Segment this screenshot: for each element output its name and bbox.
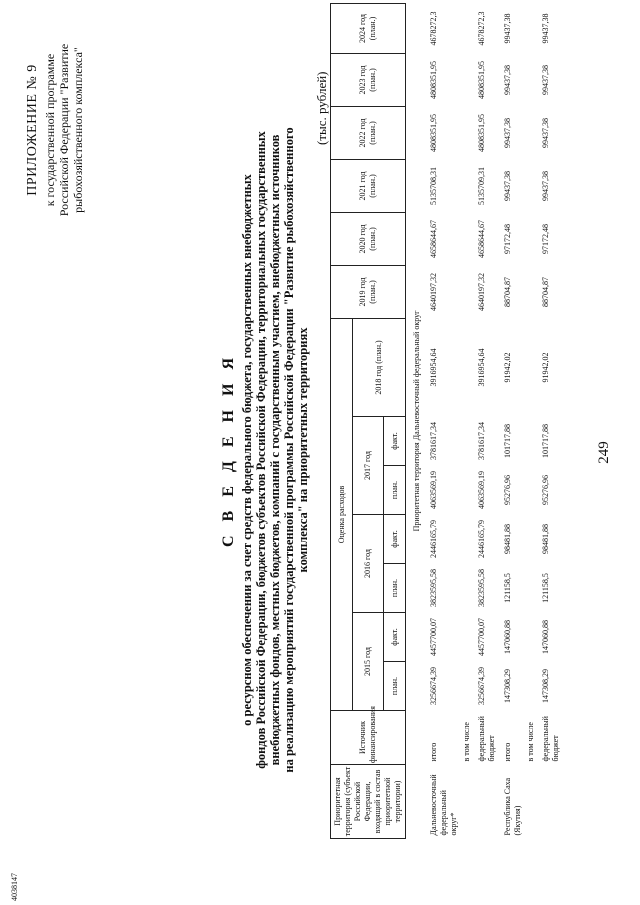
subtitle-line: о ресурсном обеспечении за счет средств федерального бюджета, государственных внебюджетных (240, 174, 254, 726)
cell-value: 3823595,58 (477, 569, 486, 607)
table-row (538, 3, 564, 838)
units-label: (тыс. рублей) (314, 71, 329, 145)
cell-value: 101717,88 (541, 424, 550, 458)
header-plan: план. (384, 466, 406, 515)
cell-value: 4063569,19 (429, 471, 438, 509)
appendix-heading: ПРИЛОЖЕНИЕ № 9 (25, 64, 40, 196)
cell-value: 3916954,64 (429, 348, 438, 387)
row-territory (474, 765, 500, 839)
cell-value: 99437,38 (541, 64, 550, 95)
header-plan: план. (384, 564, 406, 613)
header-territory: Приоритетная территория (субъект Российской Федерации, входящий в состав приоритетной территории) (331, 765, 406, 839)
row-source: федеральный бюджет (541, 716, 560, 762)
cell-value: 4658644,67 (429, 219, 438, 258)
cell-value: 101717,88 (503, 424, 512, 458)
cell-value: 4640197,32 (477, 272, 486, 311)
cell-value: 99437,38 (541, 117, 550, 148)
cell-value: 121158,5 (503, 573, 512, 603)
header-2015: 2015 год (353, 613, 384, 711)
subtitle-line: фондов Российской Федерации, бюджетов субъектов Российской Федерации, территориальных государственных (254, 131, 268, 769)
cell-value: 99437,38 (541, 13, 550, 44)
cell-value: 95276,96 (503, 475, 512, 505)
document-subtitle (240, 35, 310, 865)
cell-value: 147308,29 (541, 669, 550, 703)
cell-value: 3916954,64 (477, 348, 486, 387)
row-territory: Дальневосточный федеральный округ* (429, 774, 458, 836)
cell-value: 4658644,67 (477, 219, 486, 258)
cell-value: 3781617,34 (429, 422, 438, 460)
cell-value: 4808351,95 (429, 113, 438, 152)
including-label: в том числе (526, 722, 535, 762)
cell-value: 91942,02 (503, 352, 512, 383)
cell-value: 121158,5 (541, 573, 550, 603)
header-2016: 2016 год (353, 515, 384, 613)
cell-value: 4808351,95 (477, 113, 486, 152)
header-2017: 2017 год (353, 417, 384, 515)
cell-value: 91942,02 (541, 352, 550, 383)
cell-value: 3823595,58 (429, 569, 438, 607)
cell-value: 2446165,79 (477, 520, 486, 558)
cell-value: 88704,87 (541, 276, 550, 307)
row-source: федеральный бюджет (477, 716, 496, 762)
row-territory: Республика Саха (Якутия) (503, 777, 522, 836)
header-fact: факт. (384, 417, 406, 466)
header-2021: 2021 год (план.) (331, 159, 406, 212)
document-id: 4038147 (10, 873, 19, 901)
section-title: Приоритетная территория Дальневосточный федеральный округ (412, 310, 421, 532)
cell-value: 4678272,3 (429, 11, 438, 46)
cell-value: 98481,88 (541, 524, 550, 554)
cell-value: 99437,38 (503, 13, 512, 44)
header-2018: 2018 год (план.) (353, 318, 406, 416)
cell-value: 5135709,31 (477, 166, 486, 205)
cell-value: 4640197,32 (429, 272, 438, 311)
header-source: Источник финансирования (331, 711, 406, 765)
appendix-line: Российской Федерации "Развитие (57, 43, 71, 217)
cell-value: 4457700,07 (477, 618, 486, 656)
document-title: С В Е Д Е Н И Я (220, 352, 237, 548)
cell-value: 147060,88 (541, 620, 550, 654)
cell-value: 3256674,39 (477, 667, 486, 705)
cell-value: 98481,88 (503, 524, 512, 554)
cell-value: 4063569,19 (477, 471, 486, 509)
appendix-line: рыбохозяйственного комплекса" (71, 47, 85, 213)
cell-value: 4457700,07 (429, 618, 438, 656)
cell-value: 97172,48 (541, 223, 550, 254)
appendix-line: к государственной программе (43, 53, 57, 207)
table-row (426, 3, 462, 838)
cell-value: 99437,38 (503, 170, 512, 201)
cell-value: 147060,88 (503, 620, 512, 654)
subtitle-line: комплекса" на приоритетных территориях (296, 327, 310, 573)
header-fact: факт. (384, 613, 406, 662)
header-plan: план. (384, 662, 406, 711)
cell-value: 99437,38 (503, 117, 512, 148)
including-label: в том числе (462, 722, 471, 762)
header-fact: факт. (384, 515, 406, 564)
appendix-block (26, 5, 85, 255)
cell-value: 99437,38 (503, 64, 512, 95)
cell-value: 95276,96 (541, 475, 550, 505)
cell-value: 147308,29 (503, 669, 512, 703)
subtitle-line: на реализацию мероприятий государственной программы Российской Федерации "Развитие рыбохозяйственного (282, 127, 296, 773)
table-row (474, 3, 500, 838)
header-2023: 2023 год (план.) (331, 53, 406, 106)
row-source: итого (503, 742, 512, 762)
page-number: 249 (596, 441, 612, 464)
cell-value: 5135708,31 (429, 166, 438, 205)
cell-value: 99437,38 (541, 170, 550, 201)
row-source: итого (429, 742, 438, 762)
header-2024: 2024 год (план.) (331, 3, 406, 53)
row-territory (538, 765, 564, 839)
table-row (500, 3, 526, 838)
cell-value: 2446165,79 (429, 520, 438, 558)
header-2020: 2020 год (план.) (331, 212, 406, 265)
cell-value: 4678272,3 (477, 11, 486, 46)
cell-value: 3256674,39 (429, 667, 438, 705)
subtitle-line: внебюджетных фондов, местных бюджетов, компаний с государственным участием, внебюджетных источников (268, 134, 282, 766)
cell-value: 97172,48 (503, 223, 512, 254)
cell-value: 88704,87 (503, 276, 512, 307)
header-2019: 2019 год (план.) (331, 265, 406, 318)
cell-value: 4808351,95 (477, 60, 486, 99)
resource-table (330, 3, 564, 839)
header-2022: 2022 год (план.) (331, 106, 406, 159)
cell-value: 4808351,95 (429, 60, 438, 99)
cell-value: 3781617,34 (477, 422, 486, 460)
header-estimate-group: Оценка расходов (331, 318, 353, 710)
